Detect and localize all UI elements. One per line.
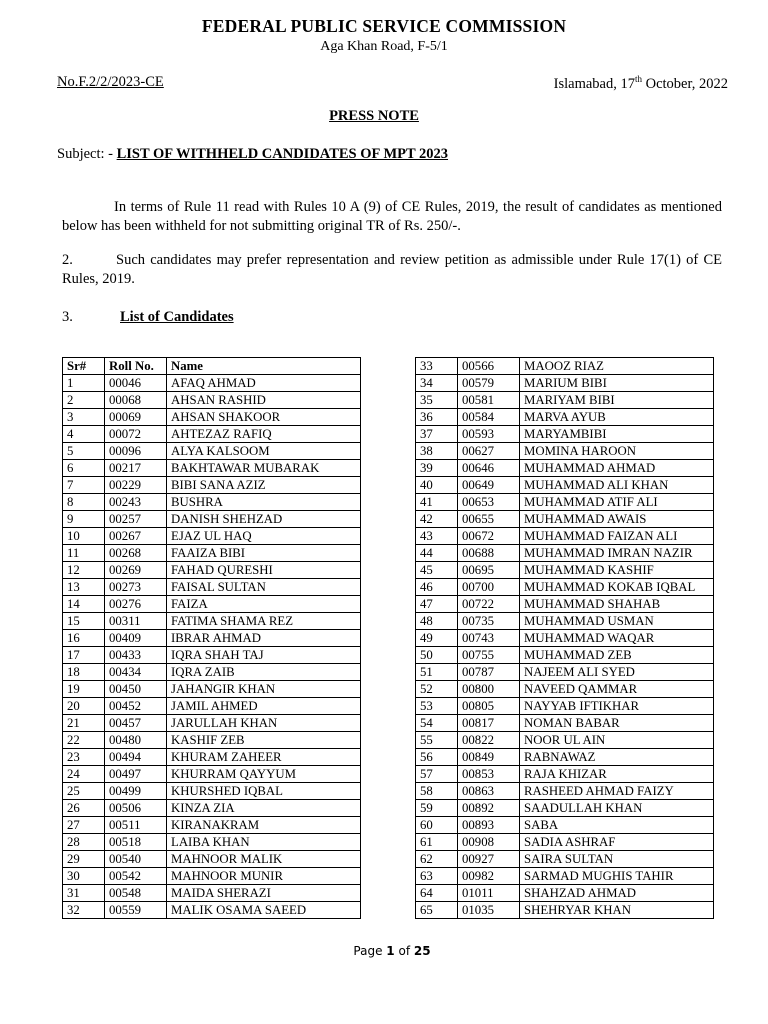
cell-name: KINZA ZIA	[167, 800, 361, 817]
cell-roll-no: 00822	[458, 732, 520, 749]
cell-sr: 61	[416, 834, 458, 851]
cell-roll-no: 01035	[458, 902, 520, 919]
cell-roll-no: 00743	[458, 630, 520, 647]
cell-name: BAKHTAWAR MUBARAK	[167, 460, 361, 477]
cell-roll-no: 00700	[458, 579, 520, 596]
cell-name: SAIRA SULTAN	[520, 851, 714, 868]
cell-roll-no: 00579	[458, 375, 520, 392]
table-row	[63, 834, 361, 851]
table-row	[63, 409, 361, 426]
cell-name: MARIUM BIBI	[520, 375, 714, 392]
cell-sr: 26	[63, 800, 105, 817]
cell-sr: 40	[416, 477, 458, 494]
table-row	[63, 647, 361, 664]
cell-roll-no: 00257	[105, 511, 167, 528]
cell-name: NAVEED QAMMAR	[520, 681, 714, 698]
cell-sr: 42	[416, 511, 458, 528]
table-row	[63, 851, 361, 868]
cell-sr: 10	[63, 528, 105, 545]
cell-roll-no: 00068	[105, 392, 167, 409]
date-suffix: October, 2022	[642, 75, 728, 92]
cell-sr: 15	[63, 613, 105, 630]
cell-name: JAMIL AHMED	[167, 698, 361, 715]
cell-name: MUHAMMAD ZEB	[520, 647, 714, 664]
cell-name: AFAQ AHMAD	[167, 375, 361, 392]
cell-name: FAAIZA BIBI	[167, 545, 361, 562]
cell-name: MUHAMMAD ATIF ALI	[520, 494, 714, 511]
cell-name: MARYAMBIBI	[520, 426, 714, 443]
cell-roll-no: 00542	[105, 868, 167, 885]
cell-roll-no: 00908	[458, 834, 520, 851]
table-row	[416, 851, 714, 868]
cell-name: MALIK OSAMA SAEED	[167, 902, 361, 919]
cell-name: NAJEEM ALI SYED	[520, 664, 714, 681]
table-row	[63, 460, 361, 477]
cell-sr: 52	[416, 681, 458, 698]
cell-roll-no: 00072	[105, 426, 167, 443]
table-row	[416, 613, 714, 630]
cell-name: SARMAD MUGHIS TAHIR	[520, 868, 714, 885]
cell-roll-no: 00518	[105, 834, 167, 851]
cell-roll-no: 00273	[105, 579, 167, 596]
cell-roll-no: 00646	[458, 460, 520, 477]
cell-name: KHURSHED IQBAL	[167, 783, 361, 800]
cell-roll-no: 00548	[105, 885, 167, 902]
cell-name: FAHAD QURESHI	[167, 562, 361, 579]
table-row	[63, 800, 361, 817]
table-row	[63, 392, 361, 409]
header-name: Name	[167, 358, 361, 375]
cell-roll-no: 00268	[105, 545, 167, 562]
cell-sr: 9	[63, 511, 105, 528]
table-row	[416, 409, 714, 426]
cell-roll-no: 00892	[458, 800, 520, 817]
cell-name: MUHAMMAD IMRAN NAZIR	[520, 545, 714, 562]
date-line	[554, 74, 728, 93]
cell-sr: 12	[63, 562, 105, 579]
table-row	[416, 647, 714, 664]
cell-sr: 62	[416, 851, 458, 868]
header-sr: Sr#	[63, 358, 105, 375]
table-row	[416, 528, 714, 545]
table-row	[63, 375, 361, 392]
candidates-table-left	[62, 357, 361, 919]
table-row	[416, 426, 714, 443]
paragraph-1: In terms of Rule 11 read with Rules 10 A (9) of CE Rules, 2019, the result of candidates as mentioned below has been withheld for not submitting original TR of Rs. 250/-.	[62, 199, 722, 234]
cell-name: SABA	[520, 817, 714, 834]
cell-sr: 34	[416, 375, 458, 392]
cell-sr: 57	[416, 766, 458, 783]
cell-sr: 54	[416, 715, 458, 732]
cell-sr: 25	[63, 783, 105, 800]
table-row	[63, 596, 361, 613]
cell-roll-no: 00511	[105, 817, 167, 834]
cell-roll-no: 00566	[458, 358, 520, 375]
cell-roll-no: 00480	[105, 732, 167, 749]
page-label: Page	[353, 944, 387, 958]
table-header-row	[63, 358, 361, 375]
table-row	[416, 800, 714, 817]
cell-name: MAOOZ RIAZ	[520, 358, 714, 375]
cell-sr: 13	[63, 579, 105, 596]
cell-name: MARVA AYUB	[520, 409, 714, 426]
table-row	[416, 630, 714, 647]
cell-name: AHTEZAZ RAFIQ	[167, 426, 361, 443]
cell-roll-no: 00805	[458, 698, 520, 715]
cell-name: FAISAL SULTAN	[167, 579, 361, 596]
cell-sr: 53	[416, 698, 458, 715]
cell-name: MUHAMMAD AHMAD	[520, 460, 714, 477]
table-row	[416, 579, 714, 596]
cell-sr: 30	[63, 868, 105, 885]
list-of-candidates-label: List of Candidates	[120, 309, 234, 325]
section-3-number: 3.	[62, 309, 73, 325]
paragraph-2-text: Such candidates may prefer representation and review petition as admissible under Rule 17(1) of CE Rules, 2019.	[62, 252, 722, 287]
cell-sr: 5	[63, 443, 105, 460]
cell-sr: 23	[63, 749, 105, 766]
cell-roll-no: 00497	[105, 766, 167, 783]
cell-name: LAIBA KHAN	[167, 834, 361, 851]
cell-sr: 49	[416, 630, 458, 647]
header-roll-no: Roll No.	[105, 358, 167, 375]
table-row	[416, 681, 714, 698]
cell-sr: 65	[416, 902, 458, 919]
cell-sr: 64	[416, 885, 458, 902]
cell-name: MUHAMMAD AWAIS	[520, 511, 714, 528]
cell-roll-no: 00655	[458, 511, 520, 528]
table-row	[63, 426, 361, 443]
cell-roll-no: 01011	[458, 885, 520, 902]
cell-name: MUHAMMAD ALI KHAN	[520, 477, 714, 494]
cell-roll-no: 00800	[458, 681, 520, 698]
cell-roll-no: 00849	[458, 749, 520, 766]
table-row	[416, 749, 714, 766]
cell-roll-no: 00755	[458, 647, 520, 664]
page-total: 25	[413, 944, 431, 958]
cell-roll-no: 00817	[458, 715, 520, 732]
table-row	[63, 749, 361, 766]
cell-sr: 33	[416, 358, 458, 375]
cell-sr: 4	[63, 426, 105, 443]
cell-roll-no: 00229	[105, 477, 167, 494]
table-row	[63, 681, 361, 698]
table-row	[63, 562, 361, 579]
paragraph-2	[62, 251, 722, 289]
cell-name: ALYA KALSOOM	[167, 443, 361, 460]
cell-sr: 16	[63, 630, 105, 647]
cell-sr: 1	[63, 375, 105, 392]
cell-sr: 50	[416, 647, 458, 664]
cell-roll-no: 00243	[105, 494, 167, 511]
cell-sr: 48	[416, 613, 458, 630]
table-row	[63, 613, 361, 630]
date-prefix: Islamabad, 17	[553, 75, 635, 92]
cell-name: MUHAMMAD KOKAB IQBAL	[520, 579, 714, 596]
table-row	[63, 630, 361, 647]
cell-sr: 8	[63, 494, 105, 511]
cell-sr: 56	[416, 749, 458, 766]
cell-roll-no: 00311	[105, 613, 167, 630]
table-row	[63, 528, 361, 545]
cell-roll-no: 00627	[458, 443, 520, 460]
cell-sr: 51	[416, 664, 458, 681]
candidates-table-right	[415, 357, 714, 919]
cell-sr: 7	[63, 477, 105, 494]
cell-name: IBRAR AHMAD	[167, 630, 361, 647]
cell-roll-no: 00581	[458, 392, 520, 409]
cell-name: RABNAWAZ	[520, 749, 714, 766]
cell-roll-no: 00688	[458, 545, 520, 562]
cell-roll-no: 00787	[458, 664, 520, 681]
table-row	[416, 817, 714, 834]
cell-roll-no: 00863	[458, 783, 520, 800]
cell-sr: 28	[63, 834, 105, 851]
subject-label: Subject: -	[57, 146, 117, 162]
table-row	[63, 664, 361, 681]
subject-text: LIST OF WITHHELD CANDIDATES OF MPT 2023	[116, 146, 449, 162]
cell-name: JAHANGIR KHAN	[167, 681, 361, 698]
cell-roll-no: 00735	[458, 613, 520, 630]
cell-roll-no: 00672	[458, 528, 520, 545]
cell-sr: 22	[63, 732, 105, 749]
cell-name: MARIYAM BIBI	[520, 392, 714, 409]
cell-name: RAJA KHIZAR	[520, 766, 714, 783]
cell-roll-no: 00452	[105, 698, 167, 715]
cell-sr: 21	[63, 715, 105, 732]
cell-roll-no: 00506	[105, 800, 167, 817]
table-row	[416, 443, 714, 460]
table-row	[416, 698, 714, 715]
cell-sr: 31	[63, 885, 105, 902]
cell-name: IQRA SHAH TAJ	[167, 647, 361, 664]
cell-sr: 3	[63, 409, 105, 426]
cell-roll-no: 00499	[105, 783, 167, 800]
table-row	[416, 783, 714, 800]
table-row	[63, 783, 361, 800]
cell-sr: 14	[63, 596, 105, 613]
cell-name: NOOR UL AIN	[520, 732, 714, 749]
cell-roll-no: 00433	[105, 647, 167, 664]
cell-name: MUHAMMAD USMAN	[520, 613, 714, 630]
cell-sr: 37	[416, 426, 458, 443]
cell-roll-no: 00269	[105, 562, 167, 579]
cell-sr: 32	[63, 902, 105, 919]
table-row	[416, 885, 714, 902]
cell-roll-no: 00450	[105, 681, 167, 698]
table-row	[63, 545, 361, 562]
cell-sr: 58	[416, 783, 458, 800]
cell-name: MAIDA SHERAZI	[167, 885, 361, 902]
table-row	[416, 834, 714, 851]
cell-roll-no: 00540	[105, 851, 167, 868]
cell-name: NOMAN BABAR	[520, 715, 714, 732]
cell-sr: 27	[63, 817, 105, 834]
cell-sr: 6	[63, 460, 105, 477]
cell-roll-no: 00853	[458, 766, 520, 783]
cell-name: AHSAN RASHID	[167, 392, 361, 409]
cell-sr: 63	[416, 868, 458, 885]
cell-name: RASHEED AHMAD FAIZY	[520, 783, 714, 800]
table-row	[63, 817, 361, 834]
cell-roll-no: 00494	[105, 749, 167, 766]
table-row	[63, 579, 361, 596]
cell-sr: 35	[416, 392, 458, 409]
cell-name: SHEHRYAR KHAN	[520, 902, 714, 919]
cell-roll-no: 00217	[105, 460, 167, 477]
cell-sr: 29	[63, 851, 105, 868]
page-number: 1	[386, 944, 395, 958]
organization-title: FEDERAL PUBLIC SERVICE COMMISSION	[201, 16, 567, 36]
table-row	[416, 732, 714, 749]
table-row	[63, 698, 361, 715]
cell-roll-no: 00046	[105, 375, 167, 392]
subject-line	[57, 146, 448, 163]
cell-name: KASHIF ZEB	[167, 732, 361, 749]
cell-name: KIRANAKRAM	[167, 817, 361, 834]
cell-name: MUHAMMAD FAIZAN ALI	[520, 528, 714, 545]
cell-name: KHURRAM QAYYUM	[167, 766, 361, 783]
cell-sr: 11	[63, 545, 105, 562]
cell-roll-no: 00559	[105, 902, 167, 919]
cell-name: MAHNOOR MUNIR	[167, 868, 361, 885]
table-row	[63, 715, 361, 732]
reference-number: No.F.2/2/2023-CE	[57, 74, 164, 90]
page-footer	[0, 944, 768, 958]
cell-name: AHSAN SHAKOOR	[167, 409, 361, 426]
table-row	[416, 358, 714, 375]
cell-name: KHURAM ZAHEER	[167, 749, 361, 766]
table-row	[416, 392, 714, 409]
table-row	[63, 477, 361, 494]
cell-sr: 46	[416, 579, 458, 596]
cell-roll-no: 00893	[458, 817, 520, 834]
cell-sr: 44	[416, 545, 458, 562]
cell-sr: 19	[63, 681, 105, 698]
cell-roll-no: 00069	[105, 409, 167, 426]
cell-roll-no: 00434	[105, 664, 167, 681]
cell-roll-no: 00584	[458, 409, 520, 426]
cell-sr: 43	[416, 528, 458, 545]
table-row	[416, 596, 714, 613]
cell-name: FAIZA	[167, 596, 361, 613]
paragraph-2-number: 2.	[62, 252, 73, 268]
table-row	[416, 545, 714, 562]
section-3-heading	[62, 309, 234, 326]
table-row	[416, 562, 714, 579]
cell-roll-no: 00653	[458, 494, 520, 511]
table-row	[416, 715, 714, 732]
table-row	[63, 868, 361, 885]
cell-roll-no: 00927	[458, 851, 520, 868]
table-row	[63, 494, 361, 511]
table-row	[416, 902, 714, 919]
cell-roll-no: 00695	[458, 562, 520, 579]
cell-sr: 2	[63, 392, 105, 409]
cell-roll-no: 00276	[105, 596, 167, 613]
cell-name: IQRA ZAIB	[167, 664, 361, 681]
table-row	[416, 664, 714, 681]
cell-roll-no: 00096	[105, 443, 167, 460]
table-row	[416, 494, 714, 511]
table-row	[63, 885, 361, 902]
cell-name: SHAHZAD AHMAD	[520, 885, 714, 902]
cell-roll-no: 00593	[458, 426, 520, 443]
cell-roll-no: 00409	[105, 630, 167, 647]
cell-sr: 45	[416, 562, 458, 579]
cell-roll-no: 00267	[105, 528, 167, 545]
cell-roll-no: 00457	[105, 715, 167, 732]
table-row	[416, 766, 714, 783]
date-ordinal: th	[634, 74, 642, 84]
cell-sr: 20	[63, 698, 105, 715]
cell-sr: 38	[416, 443, 458, 460]
cell-name: SADIA ASHRAF	[520, 834, 714, 851]
cell-name: NAYYAB IFTIKHAR	[520, 698, 714, 715]
table-row	[416, 477, 714, 494]
cell-name: SAADULLAH KHAN	[520, 800, 714, 817]
cell-sr: 17	[63, 647, 105, 664]
cell-name: MUHAMMAD WAQAR	[520, 630, 714, 647]
cell-name: MAHNOOR MALIK	[167, 851, 361, 868]
cell-sr: 18	[63, 664, 105, 681]
cell-name: MUHAMMAD SHAHAB	[520, 596, 714, 613]
table-row	[63, 443, 361, 460]
cell-name: FATIMA SHAMA REZ	[167, 613, 361, 630]
table-row	[416, 868, 714, 885]
table-row	[63, 902, 361, 919]
cell-sr: 39	[416, 460, 458, 477]
cell-sr: 47	[416, 596, 458, 613]
cell-name: BIBI SANA AZIZ	[167, 477, 361, 494]
table-row	[63, 732, 361, 749]
cell-sr: 41	[416, 494, 458, 511]
cell-name: BUSHRA	[167, 494, 361, 511]
cell-roll-no: 00982	[458, 868, 520, 885]
page-of-label: of	[394, 944, 414, 958]
table-row	[416, 511, 714, 528]
cell-roll-no: 00649	[458, 477, 520, 494]
table-row	[416, 460, 714, 477]
table-row	[63, 766, 361, 783]
cell-name: JARULLAH KHAN	[167, 715, 361, 732]
cell-name: DANISH SHEHZAD	[167, 511, 361, 528]
cell-name: MOMINA HAROON	[520, 443, 714, 460]
press-note-heading: PRESS NOTE	[329, 108, 419, 124]
organization-address: Aga Khan Road, F-5/1	[320, 39, 448, 54]
cell-sr: 55	[416, 732, 458, 749]
cell-name: MUHAMMAD KASHIF	[520, 562, 714, 579]
table-row	[63, 511, 361, 528]
cell-sr: 59	[416, 800, 458, 817]
cell-sr: 24	[63, 766, 105, 783]
cell-roll-no: 00722	[458, 596, 520, 613]
cell-name: EJAZ UL HAQ	[167, 528, 361, 545]
cell-sr: 60	[416, 817, 458, 834]
table-row	[416, 375, 714, 392]
cell-sr: 36	[416, 409, 458, 426]
